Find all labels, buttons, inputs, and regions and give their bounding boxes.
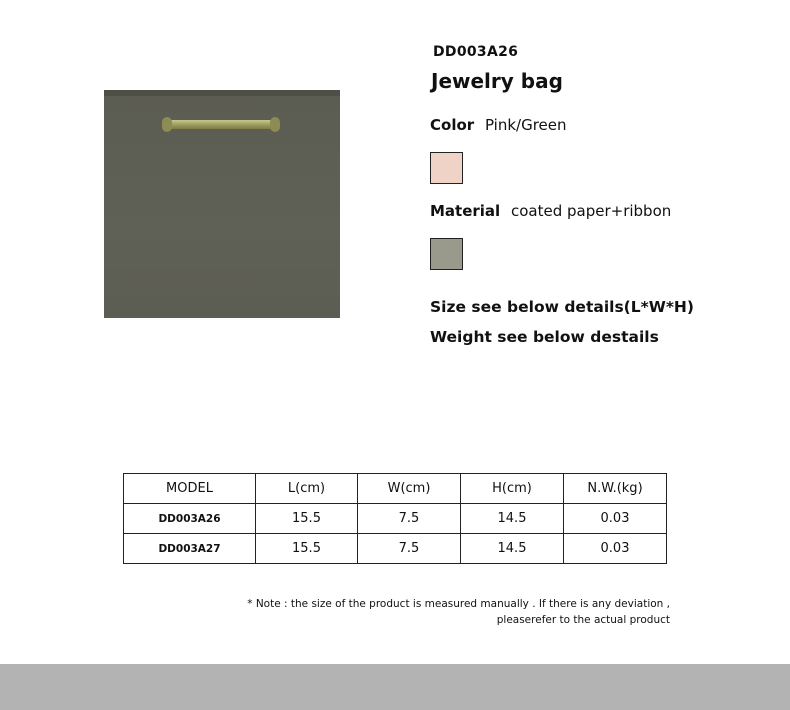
size-note: [210, 596, 670, 628]
cell-height: 14.5: [461, 534, 564, 564]
header-net-weight: N.W.(kg): [564, 474, 667, 504]
footer-bar: [0, 664, 790, 710]
material-value: coated paper+ribbon: [510, 202, 672, 220]
cell-net-weight: 0.03: [564, 534, 667, 564]
note-line-2: pleaserefer to the actual product: [496, 614, 670, 626]
header-height: H(cm): [461, 474, 564, 504]
bag-ribbon-handle: [164, 120, 278, 129]
cell-height: 14.5: [461, 504, 564, 534]
ribbon-knot-left: [162, 117, 172, 132]
color-row: [430, 116, 567, 134]
product-title: Jewelry bag: [431, 69, 563, 93]
table-header-row: [124, 474, 667, 504]
material-row: [430, 202, 671, 220]
cell-model: DD003A26: [124, 504, 256, 534]
bag-rim: [104, 90, 340, 96]
table-row: [124, 534, 667, 564]
cell-width: 7.5: [358, 504, 461, 534]
spec-table: [123, 473, 667, 564]
header-width: W(cm): [358, 474, 461, 504]
table-row: [124, 504, 667, 534]
ribbon-knot-right: [270, 117, 280, 132]
color-swatch-pink: [430, 152, 463, 184]
size-line: Size see below details(L*W*H): [430, 298, 694, 316]
note-line-1: * Note : the size of the product is measured manually . If there is any deviation ,: [247, 598, 670, 610]
product-image: [104, 90, 340, 318]
cell-net-weight: 0.03: [564, 504, 667, 534]
color-label: Color: [430, 116, 475, 134]
weight-line: Weight see below destails: [430, 328, 659, 346]
cell-model: DD003A27: [124, 534, 256, 564]
material-label: Material: [430, 202, 501, 220]
cell-width: 7.5: [358, 534, 461, 564]
color-value: Pink/Green: [484, 116, 567, 134]
material-swatch: [430, 238, 463, 270]
cell-length: 15.5: [256, 504, 358, 534]
header-length: L(cm): [256, 474, 358, 504]
header-model: MODEL: [124, 474, 256, 504]
product-code: DD003A26: [433, 44, 519, 60]
cell-length: 15.5: [256, 534, 358, 564]
